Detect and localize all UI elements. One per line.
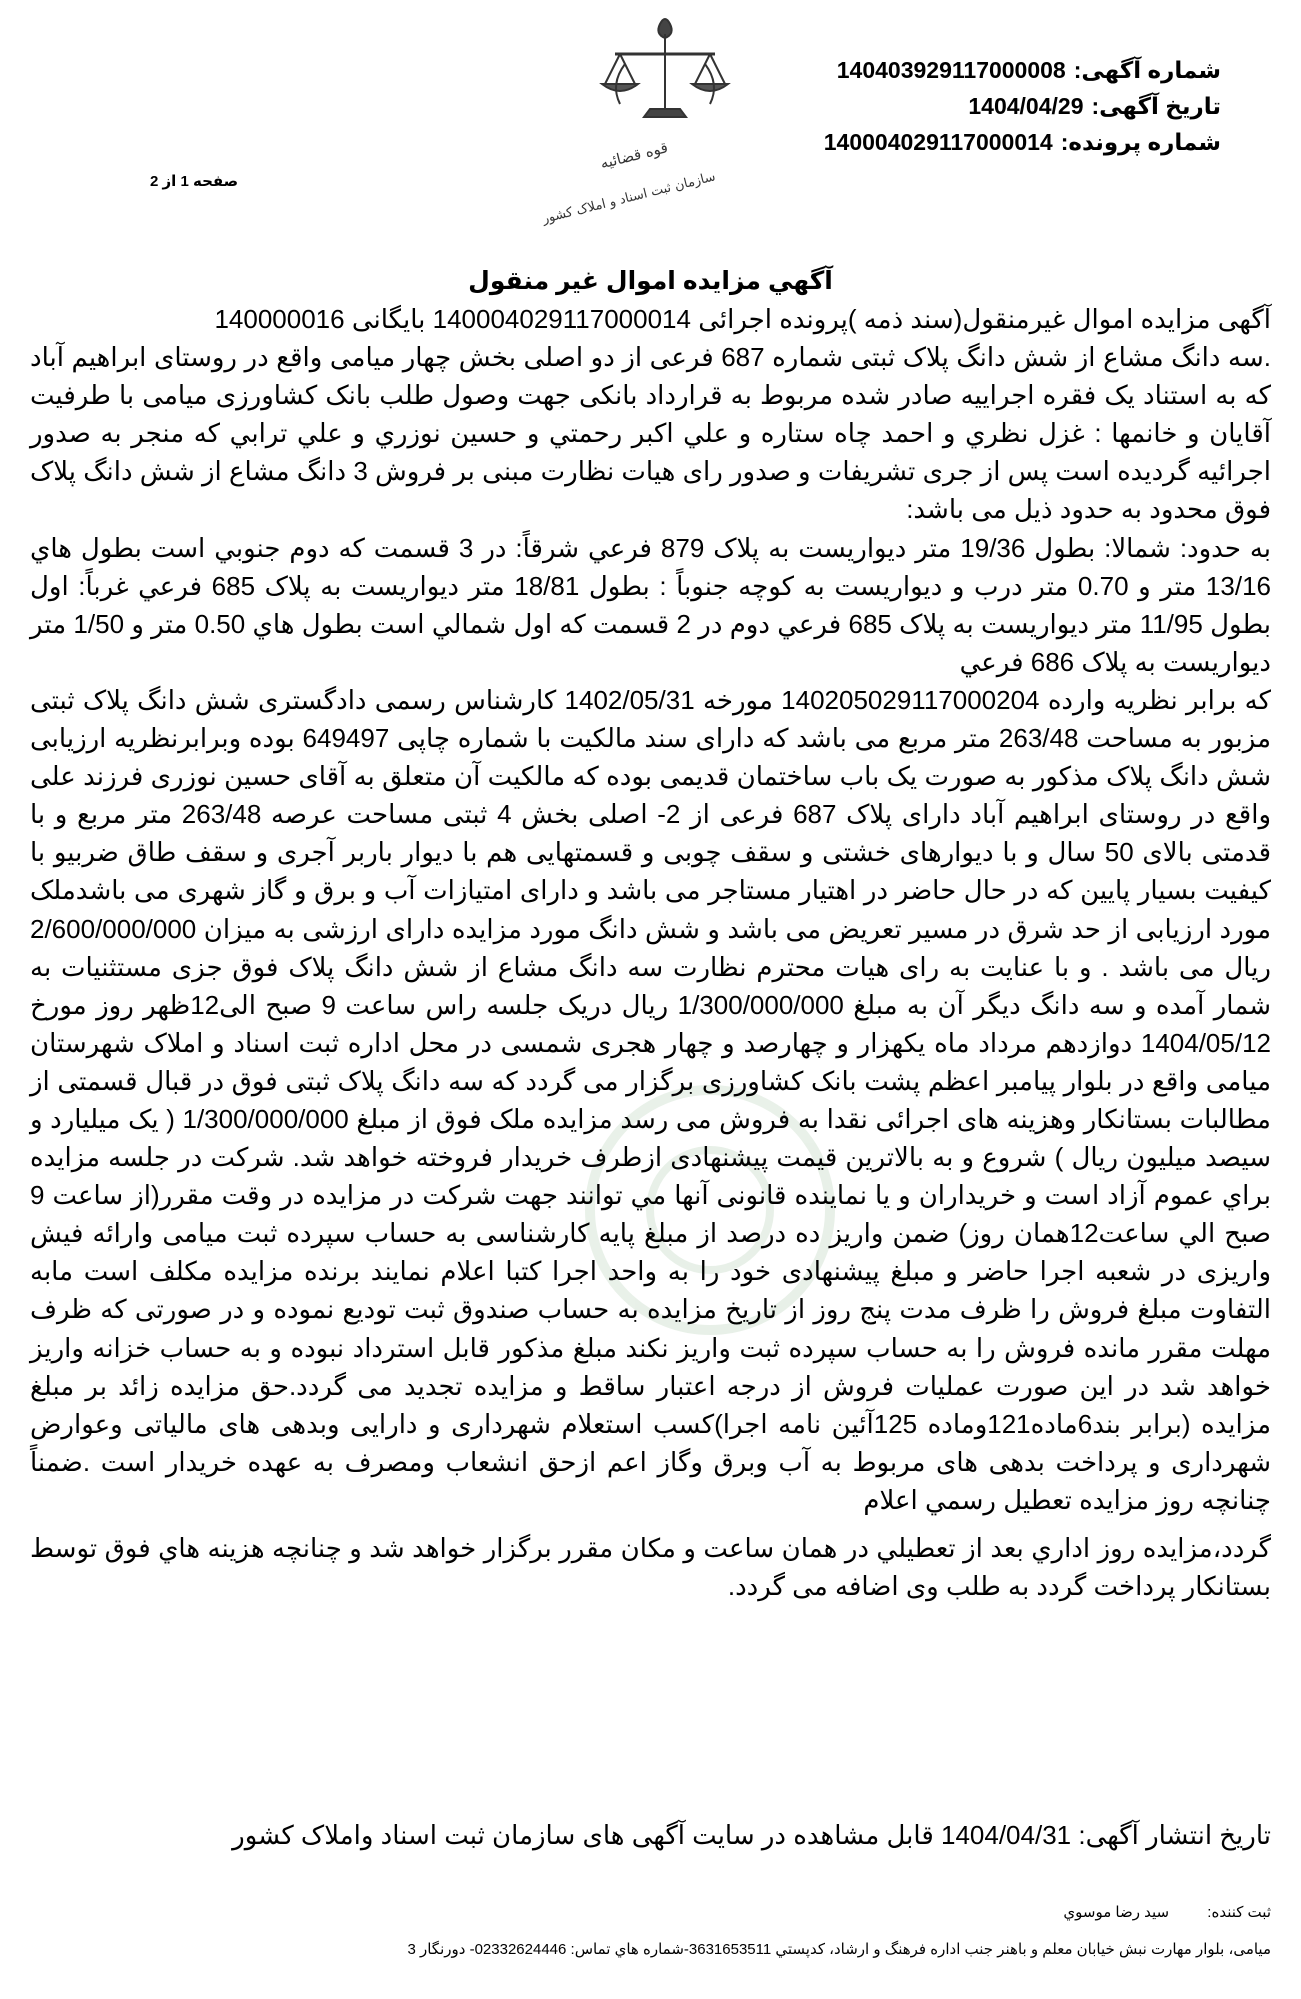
paragraph-property: .سه دانگ مشاع از شش دانگ پلاک ثبتی شماره 687 فرعی از دو اصلی بخش چهار میامی واقع در روستای ابراهیم آباد که به استناد یک فقره اجراییه صادر شده مربوط به قرارداد بانکی جهت وصول طلب بانک کشاورزی میامی با طرفیت آقایان و خانمها : غزل نظري و احمد چاه ستاره و علي اكبر رحمتي و حسين نوزري و علي ترابي که منجر به صدور اجرائیه گردیده است پس از جری تشریفات و صدور رای هیات نظارت مبنی بر فروش 3 دانگ مشاع از شش دانگ پلاک فوق محدود به حدود ذیل می باشد:	[30, 342, 1271, 525]
document-title: آگهي مزايده اموال غير منقول	[468, 267, 833, 295]
registrar-line	[1063, 1903, 1271, 1921]
publish-text: قابل مشاهده در سایت آگهی های سازمان ثبت اسناد واملاک کشور	[232, 1820, 934, 1850]
file-number-row	[824, 124, 1221, 160]
registrar-name: سيد رضا موسوي	[1063, 1904, 1170, 1921]
registrar-label: ثبت کننده:	[1207, 1904, 1271, 1921]
file-number-label: شماره پرونده:	[1060, 129, 1221, 155]
publish-date: 1404/04/31	[940, 1820, 1072, 1850]
paragraph-holiday-clause: گردد،مزايده روز اداري بعد از تعطيلي در همان ساعت و مكان مقرر برگزار خواهد شد و چنانچه هزينه هاي فوق توسط بستانكار پرداخت گردد به طلب وی اضافه می گردد.	[30, 1533, 1271, 1601]
paragraph-heading: آگهی مزایده اموال غیرمنقول(سند ذمه )پرونده اجرائی 140004029117000014 بایگانی 140000016	[214, 304, 1271, 334]
scales-of-justice-icon	[540, 4, 780, 227]
notice-number: 140403929117000008	[836, 57, 1066, 83]
footer-address: میامی، بلوار مهارت نبش خیابان معلم و باهنر جنب اداره فرهنگ و ارشاد، کدپستي 3631653511-شماره هاي تماس: 02332624446- دورنگار 3	[407, 1941, 1271, 1958]
file-number: 140004029117000014	[823, 129, 1053, 155]
notice-date-label: تاریخ آگهی:	[1091, 93, 1221, 119]
publish-line	[30, 1820, 1271, 1851]
judiciary-emblem	[540, 4, 780, 227]
emblem-caption-1: قوه قضائیه	[598, 138, 670, 173]
notice-metadata	[824, 52, 1221, 160]
paragraph-auction-terms: که برابر نظریه وارده 140205029117000204 مورخه 1402/05/31 کارشناس رسمی دادگستری شش دانگ پلاک ثبتی مزبور به مساحت 263/48 متر مربع می باشد که دارای سند مالکیت با شماره چاپی 649497 بوده وبرابرنظریه ارزیابی شش دانگ پلاک مذکور به صورت یک باب ساختمان قدیمی بوده که مالکیت آن متعلق به آقای حسین نوزری فرزند علی واقع در روستای ابراهیم آباد دارای پلاک 687 فرعی از 2- اصلی بخش 4 ثبتی مساحت عرصه 263/48 متر مربع و با قدمتی بالای 50 سال و با دیوارهای خشتی و سقف چوبی و قسمتهایی هم با دیوار باربر آجری و سقف طاق ضربیو با کیفیت بسیار پایین که در حال حاضر در اهتیار مستاجر می باشد و دارای امتیازات آب و برق و گاز شهری می باشدملک مورد ارزیابی از حد شرق در مسیر تعریض می باشد و شش دانگ مورد مزایده دارای ارزشی به میزان 2/600/000/000 ریال می باشد . و با عنایت به رای هیات محترم نظارت سه دانگ مشاع از شش دانگ پلاک فوق جزی مستثنیات به شمار آمده و سه دانگ دیگر آن به مبلغ 1/300/000/000 ریال دریک جلسه راس ساعت 9 صبح الی12ظهر روز مورخ 1404/05/12 دوازدهم مرداد ماه یکهزار و چهارصد و چهار هجری شمسی در محل اداره ثبت اسناد و املاک شهرستان میامی واقع در بلوار پیامبر اعظم پشت بانک کشاورزی برگزار می گردد که سه دانگ پلاک ثبتی فوق در قبال قسمتی از مطالبات بستانکار وهزینه های اجرائی نقدا به فروش می رسد مزایده ملک فوق از مبلغ 1/300/000/000 ( یک میلیارد و سیصد میلیون ریال ) شروع و به بالاترین قیمت پیشنهادی ازطرف خریدار فروخته خواهد شد. شرکت در جلسه مزایده براي عموم آزاد است و خریداران و یا نماینده قانونی آنها مي توانند جهت شرکت در مزایده در وقت مقرر(از ساعت 9 صبح الي ساعت12همان روز) ضمن واریز ده درصد از مبلغ پایه کارشناسی به حساب سپرده ثبت میامی وارائه فیش واریزی در شعبه اجرا حاضر و مبلغ پیشنهادی خود را به واحد اجرا کتبا اعلام نمایند برنده مزایده مکلف است مابه التفاوت مبلغ فروش را ظرف مدت پنج روز از تاریخ مزایده به حساب صندوق ثبت تودیع نموده و در صورتی که ظرف مهلت مقرر مانده فروش را به حساب سپرده ثبت واریز نکند مبلغ مذکور قابل استرداد نبوده و به حساب خزانه واریز خواهد شد در این صورت عملیات فروش از درجه اعتبار ساقط و مزایده تجدید می گردد.حق مزایده زائد بر مبلغ مزایده (برابر بند6ماده121وماده 125آئین نامه اجرا)کسب استعلام شهرداری و دارایی وبدهی های مالیاتی وعوارض شهرداری و پرداخت بدهی های مربوط به آب وبرق وگاز اعم ازحق انشعاب ومصرف به عهده خریدار است .ضمناً چنانچه روز مزایده تعطیل رسمي اعلام	[30, 684, 1272, 1515]
notice-date-row	[824, 88, 1221, 124]
notice-number-label: شماره آگهی:	[1073, 57, 1221, 83]
notice-number-row	[824, 52, 1221, 88]
paragraph-boundaries: به حدود: شمالا: بطول 19/36 متر ديواريست به پلاک 879 فرعي شرقاً: در 3 قسمت كه دوم جنوبي است بطول هاي 13/16 متر و 0.70 متر درب و ديواريست به كوچه جنوباً : بطول 18/81 متر ديواريست به پلاک 685 فرعي غرباً: اول بطول 11/95 متر ديواريست به پلاک 685 فرعي دوم در 2 قسمت كه اول شمالي است بطول هاي 0.50 متر و 1/50 متر ديواريست به پلاک 686 فرعي	[30, 532, 1272, 677]
publish-label: تاریخ انتشار آگهی:	[1078, 1820, 1271, 1850]
notice-date: 1404/04/29	[968, 93, 1084, 119]
page-indicator: صفحه 1 از 2	[150, 173, 239, 190]
notice-body	[30, 300, 1271, 1605]
emblem-caption-2: سازمان ثبت اسناد و املاک کشور	[540, 169, 718, 227]
